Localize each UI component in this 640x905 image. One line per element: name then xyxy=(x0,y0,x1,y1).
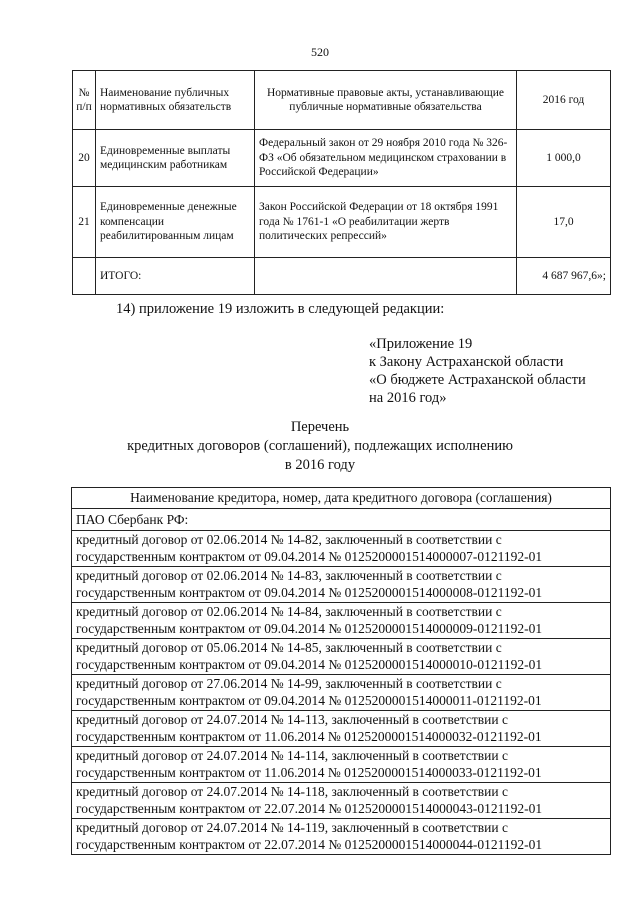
agreement-line: государственным контрактом от 09.04.2014 № 0125200001514000008-0121192-01 xyxy=(76,585,543,600)
obligations-table xyxy=(72,70,611,295)
agreement-cell xyxy=(72,603,611,639)
agreement-cell xyxy=(72,747,611,783)
row-act: Федеральный закон от 29 ноября 2010 года № 326-ФЗ «Об обязательном медицинском страховании в Российской Федерации» xyxy=(255,130,517,187)
row-amount: 1 000,0 xyxy=(517,130,611,187)
agreement-line: государственным контрактом от 09.04.2014 № 0125200001514000007-0121192-01 xyxy=(76,549,543,564)
table-row xyxy=(72,603,611,639)
agreement-cell xyxy=(72,675,611,711)
table-row xyxy=(72,675,611,711)
appendix-line: на 2016 год» xyxy=(369,390,447,406)
agreement-line: кредитный договор от 24.07.2014 № 14-118, заключенный в соответствии с xyxy=(76,784,508,799)
table-row xyxy=(72,783,611,819)
header-acts: Нормативные правовые акты, устанавливающие публичные нормативные обязательства xyxy=(255,71,517,130)
header-name: Наименование публичных нормативных обязательств xyxy=(96,71,255,130)
agreement-cell xyxy=(72,783,611,819)
row-name: Единовременные денежные компенсации реабилитированным лицам xyxy=(96,187,255,258)
credit-table-header-cell: Наименование кредитора, номер, дата кредитного договора (соглашения) xyxy=(72,488,611,509)
agreement-cell xyxy=(72,819,611,855)
agreement-line: кредитный договор от 24.07.2014 № 14-113, заключенный в соответствии с xyxy=(76,712,508,727)
row-num: 20 xyxy=(73,130,96,187)
appendix-line: «О бюджете Астраханской области xyxy=(369,372,586,388)
credit-agreements-table xyxy=(71,487,611,855)
creditor-name: ПАО Сбербанк РФ: xyxy=(72,509,611,531)
table-row xyxy=(72,711,611,747)
heading-line: кредитных договоров (соглашений), подлежащих исполнению xyxy=(127,438,513,454)
agreement-cell xyxy=(72,711,611,747)
total-row xyxy=(73,258,611,295)
heading-line: в 2016 году xyxy=(284,457,356,473)
page-number: 520 xyxy=(311,45,329,59)
row-act: Закон Российской Федерации от 18 октября 1991 года № 1761-1 «О реабилитации жертв политических репрессий» xyxy=(255,187,517,258)
table-row xyxy=(72,639,611,675)
agreement-line: кредитный договор от 05.06.2014 № 14-85, заключенный в соответствии с xyxy=(76,640,502,655)
agreement-line: государственным контрактом от 09.04.2014 № 0125200001514000010-0121192-01 xyxy=(76,657,543,672)
row-name: Единовременные выплаты медицинским работникам xyxy=(96,130,255,187)
agreement-line: государственным контрактом от 09.04.2014 № 0125200001514000011-0121192-01 xyxy=(76,693,542,708)
table-row xyxy=(72,531,611,567)
appendix-line: к Закону Астраханской области xyxy=(369,354,564,370)
agreement-line: кредитный договор от 02.06.2014 № 14-84, заключенный в соответствии с xyxy=(76,604,502,619)
agreement-line: государственным контрактом от 09.04.2014 № 0125200001514000009-0121192-01 xyxy=(76,621,543,636)
creditor-row xyxy=(72,509,611,531)
total-label: ИТОГО: xyxy=(96,258,255,295)
agreement-cell xyxy=(72,531,611,567)
total-amount: 4 687 967,6»; xyxy=(517,258,611,295)
agreement-cell xyxy=(72,639,611,675)
appendix-line: «Приложение 19 xyxy=(369,336,473,352)
agreement-line: государственным контрактом от 11.06.2014 № 0125200001514000032-0121192-01 xyxy=(76,729,542,744)
table-row xyxy=(72,819,611,855)
agreement-cell xyxy=(72,567,611,603)
table-row xyxy=(73,187,611,258)
appendix-caption xyxy=(369,335,586,407)
agreement-line: кредитный договор от 02.06.2014 № 14-83, заключенный в соответствии с xyxy=(76,568,502,583)
agreement-line: государственным контрактом от 22.07.2014 № 0125200001514000044-0121192-01 xyxy=(76,837,543,852)
total-num-empty xyxy=(73,258,96,295)
amendment-text: 14) приложение 19 изложить в следующей редакции: xyxy=(116,301,445,317)
header-year: 2016 год xyxy=(517,71,611,130)
table-row xyxy=(73,130,611,187)
list-heading xyxy=(0,418,640,475)
row-num: 21 xyxy=(73,187,96,258)
heading-line: Перечень xyxy=(290,419,350,435)
agreement-line: кредитный договор от 24.07.2014 № 14-119, заключенный в соответствии с xyxy=(76,820,508,835)
credit-table-header xyxy=(72,488,611,509)
header-num: № п/п xyxy=(73,71,96,130)
table-row xyxy=(72,567,611,603)
row-amount: 17,0 xyxy=(517,187,611,258)
obligations-table-header xyxy=(73,71,611,130)
table-row xyxy=(72,747,611,783)
agreement-line: государственным контрактом от 22.07.2014 № 0125200001514000043-0121192-01 xyxy=(76,801,543,816)
agreement-line: кредитный договор от 02.06.2014 № 14-82, заключенный в соответствии с xyxy=(76,532,502,547)
agreement-line: государственным контрактом от 11.06.2014 № 0125200001514000033-0121192-01 xyxy=(76,765,542,780)
agreement-line: кредитный договор от 24.07.2014 № 14-114, заключенный в соответствии с xyxy=(76,748,508,763)
agreement-line: кредитный договор от 27.06.2014 № 14-99, заключенный в соответствии с xyxy=(76,676,502,691)
total-act-empty xyxy=(255,258,517,295)
